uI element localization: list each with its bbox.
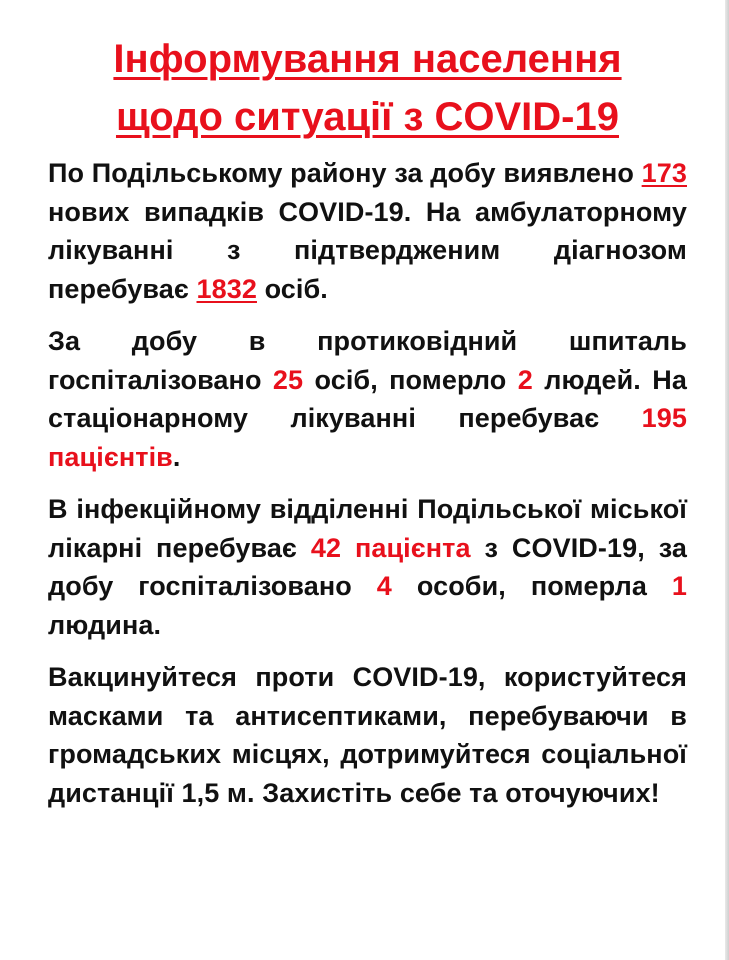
paragraph-recommendations: Вакцинуйтеся проти COVID-19, користуйтеся масками та антисептиками, перебуваючи в громадських місцях, дотримуйтеся соціальної дистанції 1,5 м. Захистіть себе та оточуючих! [48, 662, 687, 808]
p2-text-2: осіб, померло [303, 364, 518, 395]
inpatients-count: 195 пацієнтів [48, 403, 687, 472]
p3-text-2: з COVID-19, за добу госпіталізовано [48, 532, 687, 601]
p1-text-1: По Подільському району за добу виявлено [48, 158, 642, 188]
paragraph-new-cases [48, 154, 687, 308]
page-edge-shadow [725, 0, 729, 960]
p2-text-1: За добу в протиковідний шпиталь госпіталізовано [48, 326, 687, 395]
title-line-1: Інформування населення [113, 37, 622, 81]
p3-text-3: особи, померла [391, 571, 672, 601]
p3-text-4: людина. [48, 609, 162, 640]
ward-deaths-count: 1 [671, 571, 687, 601]
ward-hospitalized-count: 4 [376, 571, 392, 601]
deaths-count: 2 [517, 364, 533, 395]
new-cases-count: 173 [641, 158, 687, 188]
p3-text-1: В інфекційному відділенні Подільської міської лікарні перебуває [48, 494, 687, 563]
p1-text-2: нових випадків COVID-19. На амбулаторному лікуванні з підтвердженим діагнозом перебуває [48, 196, 687, 304]
p2-text-4: . [172, 441, 181, 472]
p2-text-3: людей. На стаціонарному лікуванні перебуває [48, 364, 687, 433]
notice-title [48, 30, 687, 146]
hospitalized-count: 25 [272, 364, 304, 395]
ward-patients-count: 42 пацієнта [310, 532, 471, 563]
outpatients-count: 1832 [196, 273, 257, 304]
title-line-2: щодо ситуації з COVID-19 [115, 95, 619, 139]
paragraph-infectious-ward [48, 490, 687, 644]
p1-text-3: осіб. [256, 273, 328, 304]
paragraph-covid-hospital [48, 322, 687, 476]
